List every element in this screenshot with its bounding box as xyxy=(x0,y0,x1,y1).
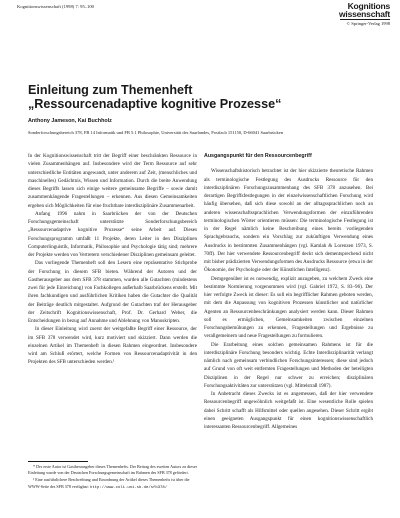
body-paragraph: Die Erarbeitung eines solchen gemeinsamen Rahmens ist für die interdisziplinäre Forschung besonders wichtig. Echte Interdisziplinarität verlangt nämlich nach gemeinsam verbindlichen Forschungsinteressen; diese sind jedoch auf Grund von oft weit entfernten Fragestellungen und Methoden der beteiligten Disziplinen in der Regel nur schwer zu erreichen; disziplinären Forschungsaktivitäten zur unterstützen (vgl. Mittelstraß 1987). xyxy=(204,341,373,389)
publisher-copyright: © Springer-Verlag 1998 xyxy=(346,21,390,26)
body-paragraph: Wissenschaftshistorisch betrachtet ist der hier skizzierte theoretische Rahmen als terminologische Festlegung des Ausdrucks Ressource für den interdisziplinären Forschungszusammenhang des SFB 378 anzusehen. Bei derartigen Begriffsfestlegungen in der einzelwissenschaftlichen Forschung wird häufig übersehen, daß sich diese sowohl an der alltagssprachlichen noch an anderen wissenschaftssprachlichen Verwendungsformen der einzuführenden terminologischen Wörter orientieren müssen: Die terminologische Festlegung ist in der Regel nämlich keine Beschreibung eines bereits vorliegenden Sprachgebrauchs, sondern ein Vorschlag zur zukünftigen Verwendung eines Ausdrucks in bestimmten Zusammenhängen (vgl. Kamlah & Lorenzen 1973, S. 70ff). Der hier verwendete Ressourcenbegriff deckt sich dementsprechend nicht mit bisher prädizierten Verwendungsformen des Ausdrucks Ressource (etwa in der Ökonomie, der Psychologie oder der Künstlichen Intelligenz). xyxy=(204,168,373,274)
journal-logo xyxy=(334,2,390,26)
footnote-divider xyxy=(28,461,88,462)
article-title xyxy=(28,83,368,111)
author-affiliation: Sonderforschungsbereich 378, FB 14 Informatik und FB 5.1 Philosophie, Universität des Saarlandes, Postfach 151150, D-66041 Saarbrücken xyxy=(28,130,284,135)
footnote-1-url[interactable]: http://www.coli.uni-sb.de/sfb378/ xyxy=(89,485,168,490)
logo-rule xyxy=(340,19,390,20)
body-paragraph: In dieser Einleitung wird zuerst der weitgefaßte Begriff einer Ressource, der im SFB 378 verwendet wird, kurz motiviert und skizziert. Dann werden die einzelnen Artikel im Themenheft in diesen Rahmen eingeordnet. Insbesondere wird am Schluß erörtert, welche Formen von Ressourcenadaptivität in den Projekten des SFB unterschieden werden.¹ xyxy=(28,326,197,366)
body-paragraph: In der Kognitionswissenschaft tritt der Begriff einer beschränkten Ressource in vielen Zusammenhängen auf. Insbesondere wird der Term Ressource auf sehr unterschiedliche Entitäten angewandt, unter anderem auf Zeit, (menschliches und maschinelles) Gedächtnis, Wissen und Information. Durch die breite Anwendung dieses Begriffs lassen sich einige weitere gemeinsame Begriffe – sowie damit zusammenhängende Fragestellungen – erkennen. Aus diesen Gemeinsamkeiten ergeben sich Möglichkeiten für eine fruchtbare interdisziplinäre Zusammenarbeit. xyxy=(28,153,197,209)
footnote-1 xyxy=(28,477,197,490)
footnote-star: * Der erste Autor ist Gastherausgeber dieses Themenhefts. Der Beitrag des zweiten Autors zu dieser Einleitung wurde von der Deutschen Forschungsgemeinschaft im Rahmen des SFB 378 gefördert. xyxy=(28,464,197,476)
body-paragraph: Demgegenüber ist es notwendig, explizit anzugeben, zu welchem Zweck eine bestimmte Normierung vorgenommen wird (vgl. Gabriel 1972, S. 83–96). Der hier verfolgte Zweck ist dieser: Es soll ein begrifflicher Rahmen geboten werden, mit dem die Anpassung von kognitiven Prozessen künstlicher und natürlicher Agenten an Ressourcenbeschränkungen analysiert werden kann. Dieser Rahmen soll es ermöglichen, Gemeinsamkeiten zwischen einzelnen Forschungsbemühungen zu erkennen, Fragestellungen und Ergebnisse zu verallgemeinern und neue Fragestellungen zu formulieren. xyxy=(204,275,373,340)
right-column xyxy=(204,152,373,431)
logo-line-1: Kognitions xyxy=(347,1,390,11)
body-paragraph: In Anbetracht dieses Zwecks ist es angemessen, daß der hier verwendete Ressourcenbegriff ungewöhnlich weitgefaßt ist. Eine wesentliche Rolle spielen dabei Schritt schafft als Hilfsmittel oder quellen angesehen. Dieser Schritt ergibt einen geeigneten Ausgangspunkt für einen kognitionswissenschaftlich interessanten Ressourcenbegriff. Allgemeines xyxy=(204,391,373,430)
author-list: Anthony Jameson, Kai Buchholz xyxy=(28,118,112,124)
section-heading: Ausgangspunkt für den Ressourcenbegriff xyxy=(204,153,312,159)
footnote-1-text: ¹ Eine ausführlichere Beschreibung und Einordnung der Artikel dieses Themenhefts ist über die WWW-Seite des SFB 378 verfügbar: xyxy=(28,477,190,489)
journal-reference: Kognitionswissenschaft (1998) 7: 95–100 xyxy=(17,4,94,9)
body-paragraph: Anfang 1996 nahm in Saarbrücken der von der Deutschen Forschungsgemeinschaft unterstützte Sonderforschungsbereich „Ressourcenadaptive kognitive Prozesse“ seine Arbeit auf. Dieses Forschungsprogramm umfaßt 11 Projekte, deren Leiter in den Disziplinen Computerlinguistik, Informatik, Philosophie und Psychologie tätig sind; mehrere der Projekte werden von Vertretern verschiedener Disziplinen gemeinsam geleitet. xyxy=(28,210,197,258)
left-column xyxy=(28,152,197,367)
title-line-2: „Ressourcenadaptive kognitive Prozesse“ xyxy=(28,97,282,111)
logo-line-2: wissenschaft xyxy=(339,9,390,19)
footnotes xyxy=(28,464,197,492)
body-paragraph: Das vorliegende Themenheft soll den Lesern eine repräsentative Stichprobe der Forschung in diesem SFB bieten. Während der Autoren und der Gastherausgeber aus dem SFB 378 stammen, wurden alle Gutachten (mindestens zwei für jede Einreichung) von Fachkollegen außerhalb Saarbrückens erstellt. Mit ihren fachkundigen und ausführlichen Kritiken haben die Gutachter die Qualität der Beiträge deutlich mitgestaltet. Aufgrund der Gutachten traf der Herausgeber der Zeitschrift Kognitionswissenschaft, Prof. Dr. Gerhard Weber, die Entscheidungen in bezug auf Annahme und Ablehnung von Manuskripten. xyxy=(28,260,197,324)
title-line-1: Einleitung zum Themenheft xyxy=(28,83,193,97)
